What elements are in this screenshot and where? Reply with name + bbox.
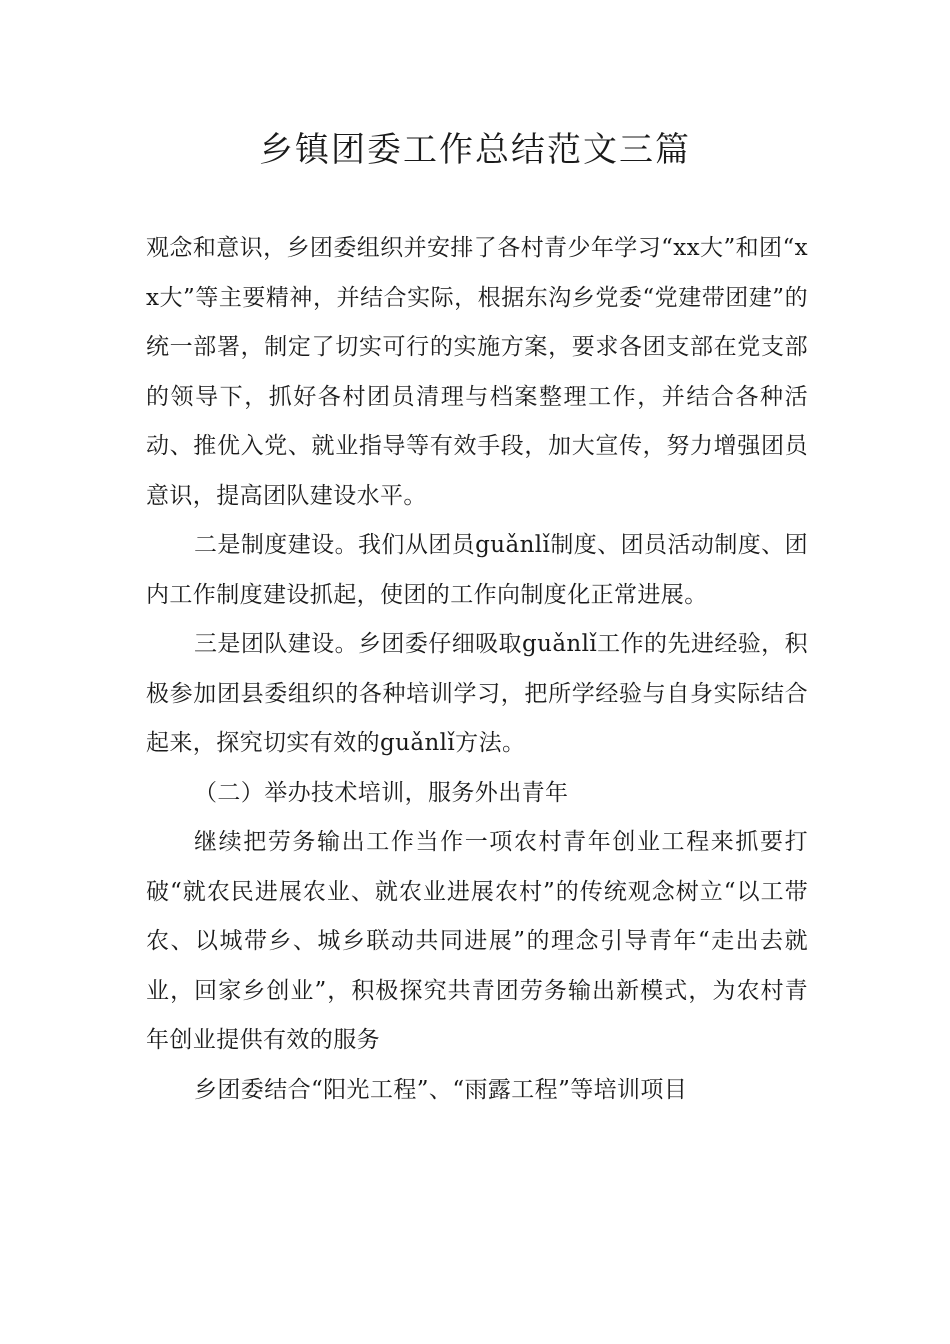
section-heading-training: （二）举办技术培训，服务外出青年 (194, 779, 569, 806)
paragraph-training-projects: 乡团委结合“阳光工程”、“雨露工程”等培训项目 (194, 1076, 688, 1103)
document-title: 乡镇团委工作总结范文三篇 (259, 130, 691, 170)
paragraph-awareness: 观念和意识，乡团委组织并安排了各村青少年学习“xx大”和团“xx大”等主要精神，并结合实际，根据东沟乡党委“党建带团建”的统一部署，制定了切实可行的实施方案，要求各团支部在党支部的领导下，抓好各村团员清理与档案整理工作，并结合各种活动、推优入党、就业指导等有效手段，加大宣传，努力增强团员意识，提高团队建设水平。 (146, 235, 808, 509)
paragraph-labor-export: 继续把劳务输出工作当作一项农村青年创业工程来抓要打破“就农民进展农业、就农业进展农村”的传统观念树立“以工带农、以城带乡、城乡联动共同进展”的理念引导青年“走出去就业，回家乡创业”，积极探究共青团劳务输出新模式，为农村青年创业提供有效的服务 (146, 829, 808, 1053)
paragraph-system-building: 二是制度建设。我们从团员guǎnlǐ制度、团员活动制度、团内工作制度建设抓起，使团的工作向制度化正常进展。 (146, 532, 808, 608)
paragraph-team-building: 三是团队建设。乡团委仔细吸取guǎnlǐ工作的先进经验，积极参加团县委组织的各种培训学习，把所学经验与自身实际结合起来，探究切实有效的guǎnlǐ方法。 (146, 631, 808, 756)
document-body (146, 224, 808, 1115)
